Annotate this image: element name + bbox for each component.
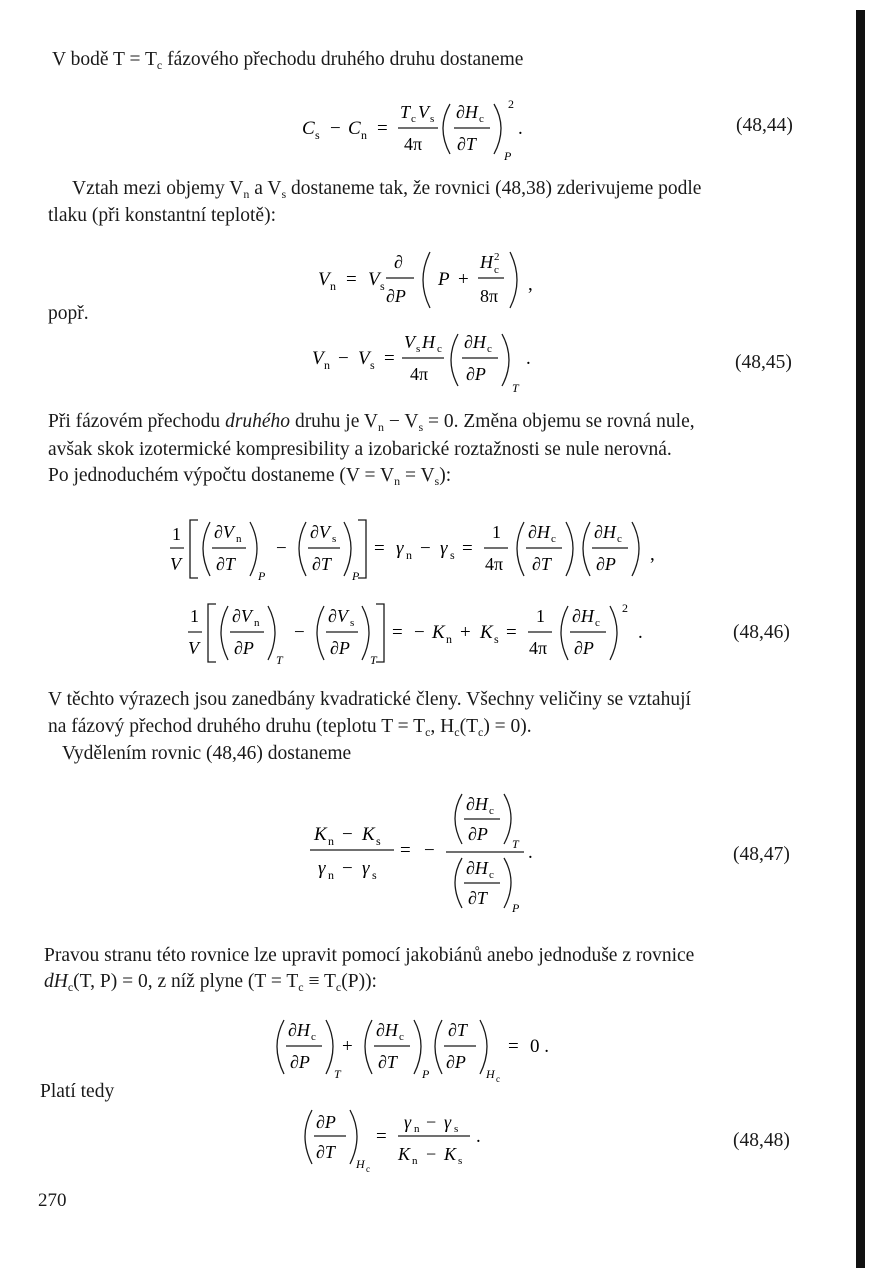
svg-text:n: n bbox=[406, 548, 412, 562]
svg-text:−: − bbox=[342, 858, 353, 879]
svg-text:s: s bbox=[380, 279, 385, 293]
svg-text:s: s bbox=[416, 343, 421, 355]
svg-text:−: − bbox=[424, 840, 435, 861]
svg-text:∂T: ∂T bbox=[468, 888, 487, 908]
svg-text:=: = bbox=[392, 622, 403, 643]
svg-text:γ: γ bbox=[404, 1112, 412, 1132]
svg-text:H: H bbox=[356, 1157, 365, 1171]
svg-text:K: K bbox=[432, 622, 445, 643]
svg-text:∂V: ∂V bbox=[328, 606, 348, 626]
svg-text:∂P: ∂P bbox=[574, 638, 594, 658]
svg-text:γ: γ bbox=[396, 538, 404, 559]
svg-text:+: + bbox=[458, 269, 469, 290]
svg-text:−: − bbox=[330, 118, 341, 139]
paragraph-volumes-line1: Vztah mezi objemy $V_n$ a $V_s$ dostaneme tak, že rovnici (48,38) zderivujeme podle bbox=[72, 178, 702, 201]
svg-text:K: K bbox=[398, 1144, 411, 1164]
svg-text:P: P bbox=[352, 569, 360, 583]
paragraph-neglect-line2: na fázový přechod druhého druhu (teplotu $T = T_c$, $H_c(T_c) = 0$). bbox=[48, 716, 532, 739]
svg-text:c: c bbox=[487, 343, 492, 355]
svg-text:∂T: ∂T bbox=[216, 554, 235, 574]
svg-text:4π: 4π bbox=[410, 364, 429, 384]
svg-text:s: s bbox=[370, 358, 375, 372]
svg-text:∂H: ∂H bbox=[466, 794, 488, 814]
svg-text:=: = bbox=[376, 1126, 387, 1147]
svg-text:n: n bbox=[324, 358, 330, 372]
svg-text:n: n bbox=[254, 617, 260, 629]
svg-text:∂T: ∂T bbox=[448, 1020, 467, 1040]
paragraph-volumes-line2: tlaku (při konstantní teplotě): bbox=[48, 205, 276, 226]
svg-text:γ: γ bbox=[444, 1112, 452, 1132]
svg-text:,: , bbox=[528, 274, 533, 295]
svg-text:P: P bbox=[258, 569, 266, 583]
svg-text:=: = bbox=[508, 1036, 519, 1057]
svg-text:c: c bbox=[551, 533, 556, 545]
equation-48-46 bbox=[180, 594, 680, 674]
svg-text:s: s bbox=[430, 113, 435, 125]
svg-text:∂T: ∂T bbox=[316, 1142, 335, 1162]
svg-text:T: T bbox=[370, 653, 377, 667]
svg-text:.: . bbox=[528, 842, 533, 863]
svg-text:s: s bbox=[350, 617, 355, 629]
svg-text:K: K bbox=[314, 824, 327, 845]
svg-text:.: . bbox=[518, 118, 523, 139]
svg-text:∂H: ∂H bbox=[594, 522, 616, 542]
svg-text:V: V bbox=[170, 554, 181, 574]
svg-text:1: 1 bbox=[536, 606, 545, 626]
svg-text:∂H: ∂H bbox=[528, 522, 550, 542]
svg-text:K: K bbox=[444, 1144, 457, 1164]
svg-text:=: = bbox=[462, 538, 473, 559]
svg-text:∂P: ∂P bbox=[446, 1052, 466, 1072]
svg-text:∂T: ∂T bbox=[532, 554, 551, 574]
svg-text:T: T bbox=[334, 1067, 341, 1081]
svg-text:∂P: ∂P bbox=[466, 364, 486, 384]
svg-text:K: K bbox=[480, 622, 493, 643]
svg-text:K: K bbox=[362, 824, 375, 845]
svg-text:P: P bbox=[504, 149, 512, 163]
svg-text:s: s bbox=[454, 1123, 459, 1135]
svg-text:∂H: ∂H bbox=[466, 858, 488, 878]
svg-text:∂H: ∂H bbox=[456, 102, 478, 122]
svg-text:−: − bbox=[342, 824, 353, 845]
svg-text:C: C bbox=[348, 118, 361, 139]
svg-text:−: − bbox=[338, 348, 349, 369]
svg-text:∂P: ∂P bbox=[290, 1052, 310, 1072]
svg-text:V: V bbox=[358, 348, 370, 369]
equation-48-47 bbox=[300, 786, 560, 916]
svg-text:c: c bbox=[496, 1074, 500, 1084]
svg-text:.: . bbox=[476, 1126, 481, 1147]
svg-text:−: − bbox=[276, 538, 287, 559]
svg-text:+: + bbox=[342, 1036, 353, 1057]
popr-label: popř. bbox=[48, 303, 89, 324]
svg-text:γ: γ bbox=[318, 858, 326, 879]
svg-text:H: H bbox=[480, 252, 493, 272]
svg-text:=: = bbox=[346, 269, 357, 290]
svg-text:4π: 4π bbox=[404, 134, 423, 154]
svg-text:C: C bbox=[302, 118, 315, 139]
svg-text:s: s bbox=[332, 533, 337, 545]
svg-text:T: T bbox=[512, 837, 519, 851]
svg-text:∂P: ∂P bbox=[234, 638, 254, 658]
svg-text:2: 2 bbox=[508, 97, 514, 111]
svg-text:n: n bbox=[414, 1123, 420, 1135]
svg-text:c: c bbox=[411, 113, 416, 125]
svg-text:c: c bbox=[617, 533, 622, 545]
svg-text:T: T bbox=[512, 381, 519, 395]
svg-text:−: − bbox=[426, 1144, 437, 1164]
svg-text:T: T bbox=[276, 653, 283, 667]
svg-text:c: c bbox=[494, 264, 499, 276]
svg-text:=: = bbox=[374, 538, 385, 559]
svg-text:1: 1 bbox=[172, 524, 181, 544]
svg-text:n: n bbox=[328, 868, 334, 882]
svg-text:∂P: ∂P bbox=[596, 554, 616, 574]
paragraph-divide: Vydělením rovnic (48,46) dostaneme bbox=[62, 743, 352, 764]
svg-text:c: c bbox=[437, 343, 442, 355]
svg-text:−: − bbox=[294, 622, 305, 643]
svg-text:=: = bbox=[384, 348, 395, 369]
paragraph-neglect-line1: V těchto výrazech jsou zanedbány kvadratické členy. Všechny veličiny se vztahují bbox=[48, 689, 691, 710]
scan-edge-bar bbox=[856, 10, 865, 1268]
equation-number-48-47: (48,47) bbox=[733, 844, 790, 865]
svg-text:c: c bbox=[489, 805, 494, 817]
svg-text:4π: 4π bbox=[485, 554, 504, 574]
svg-text:s: s bbox=[376, 834, 381, 848]
svg-text:∂P: ∂P bbox=[330, 638, 350, 658]
svg-text:n: n bbox=[412, 1155, 418, 1167]
svg-text:∂P: ∂P bbox=[468, 824, 488, 844]
svg-text:s: s bbox=[450, 548, 455, 562]
svg-text:2: 2 bbox=[494, 251, 500, 263]
equation-48-45 bbox=[300, 322, 560, 402]
svg-text:H: H bbox=[422, 332, 435, 352]
svg-text:=: = bbox=[377, 118, 388, 139]
paragraph-right-side-line2: $dH_c(T$, P) = 0, z níž plyne $(T = T_c \equiv T_c(P))$: bbox=[44, 971, 377, 994]
svg-text:c: c bbox=[595, 617, 600, 629]
svg-text:∂V: ∂V bbox=[232, 606, 252, 626]
svg-text:1: 1 bbox=[492, 522, 501, 542]
svg-text:V: V bbox=[312, 348, 324, 369]
equation-number-48-44: (48,44) bbox=[736, 115, 793, 136]
svg-text:2: 2 bbox=[622, 601, 628, 615]
svg-text:γ: γ bbox=[440, 538, 448, 559]
svg-text:c: c bbox=[366, 1164, 370, 1174]
equation-48-44 bbox=[290, 88, 560, 168]
svg-text:−: − bbox=[414, 622, 425, 643]
svg-text:=: = bbox=[506, 622, 517, 643]
svg-text:V: V bbox=[418, 102, 429, 122]
equation-total-differential bbox=[262, 1012, 582, 1092]
intro-line: V bodě $T = T_c$ fázového přechodu druhého druhu dostaneme bbox=[52, 49, 524, 72]
svg-text:V: V bbox=[404, 332, 415, 352]
svg-text:∂H: ∂H bbox=[288, 1020, 310, 1040]
paragraph-transition-line3: Po jednoduchém výpočtu dostaneme $(V = V_n = V_s)$: bbox=[48, 465, 452, 488]
svg-text:∂P: ∂P bbox=[316, 1112, 336, 1132]
svg-text:s: s bbox=[372, 868, 377, 882]
svg-text:s: s bbox=[494, 632, 499, 646]
svg-text:γ: γ bbox=[362, 858, 370, 879]
svg-text:P: P bbox=[438, 269, 450, 290]
svg-text:n: n bbox=[361, 128, 367, 142]
paragraph-transition-line1: Při fázovém přechodu druhého druhu je $V_n - V_s = 0$. Změna objemu se rovná nule, bbox=[48, 411, 695, 434]
svg-text:c: c bbox=[479, 113, 484, 125]
paragraph-right-side-line1: Pravou stranu této rovnice lze upravit pomocí jakobiánů anebo jednoduše z rovnice bbox=[44, 945, 695, 966]
svg-text:V: V bbox=[188, 638, 199, 658]
svg-text:1: 1 bbox=[190, 606, 199, 626]
svg-text:∂T: ∂T bbox=[378, 1052, 397, 1072]
svg-text:+: + bbox=[460, 622, 471, 643]
svg-text:V: V bbox=[368, 269, 380, 290]
svg-text:=: = bbox=[400, 840, 411, 861]
svg-text:c: c bbox=[311, 1031, 316, 1043]
svg-text:s: s bbox=[458, 1155, 463, 1167]
svg-text:∂T: ∂T bbox=[457, 134, 476, 154]
svg-text:n: n bbox=[446, 632, 452, 646]
svg-text:∂H: ∂H bbox=[376, 1020, 398, 1040]
svg-text:∂H: ∂H bbox=[464, 332, 486, 352]
svg-text:0 .: 0 . bbox=[530, 1036, 549, 1057]
svg-text:∂H: ∂H bbox=[572, 606, 594, 626]
svg-text:−: − bbox=[426, 1112, 437, 1132]
paragraph-transition-line2: avšak skok izotermické kompresibility a izobarické roztažnosti se nule nerovná. bbox=[48, 439, 672, 460]
equation-number-48-48: (48,48) bbox=[733, 1130, 790, 1151]
svg-text:T: T bbox=[400, 102, 411, 122]
svg-text:n: n bbox=[330, 279, 336, 293]
svg-text:P: P bbox=[422, 1067, 430, 1081]
svg-text:s: s bbox=[315, 128, 320, 142]
svg-text:P: P bbox=[512, 901, 520, 915]
svg-text:.: . bbox=[526, 348, 531, 369]
plati-tedy-label: Platí tedy bbox=[40, 1081, 115, 1102]
equation-expansion bbox=[160, 510, 680, 590]
svg-text:H: H bbox=[486, 1067, 495, 1081]
svg-text:n: n bbox=[236, 533, 242, 545]
svg-text:8π: 8π bbox=[480, 286, 499, 306]
equation-number-48-45: (48,45) bbox=[735, 352, 792, 373]
svg-text:∂P: ∂P bbox=[386, 286, 406, 306]
svg-text:c: c bbox=[489, 869, 494, 881]
svg-text:−: − bbox=[420, 538, 431, 559]
equation-number-48-46: (48,46) bbox=[733, 622, 790, 643]
svg-text:c: c bbox=[399, 1031, 404, 1043]
svg-text:∂: ∂ bbox=[394, 252, 403, 272]
svg-text:∂V: ∂V bbox=[214, 522, 234, 542]
equation-48-48 bbox=[290, 1102, 510, 1182]
svg-text:∂V: ∂V bbox=[310, 522, 330, 542]
svg-text:,: , bbox=[650, 544, 655, 565]
equation-volume-derivative bbox=[306, 240, 566, 320]
svg-text:n: n bbox=[328, 834, 334, 848]
svg-text:4π: 4π bbox=[529, 638, 548, 658]
svg-text:.: . bbox=[638, 622, 643, 643]
svg-text:V: V bbox=[318, 269, 330, 290]
svg-text:∂T: ∂T bbox=[312, 554, 331, 574]
page-number: 270 bbox=[38, 1190, 67, 1211]
